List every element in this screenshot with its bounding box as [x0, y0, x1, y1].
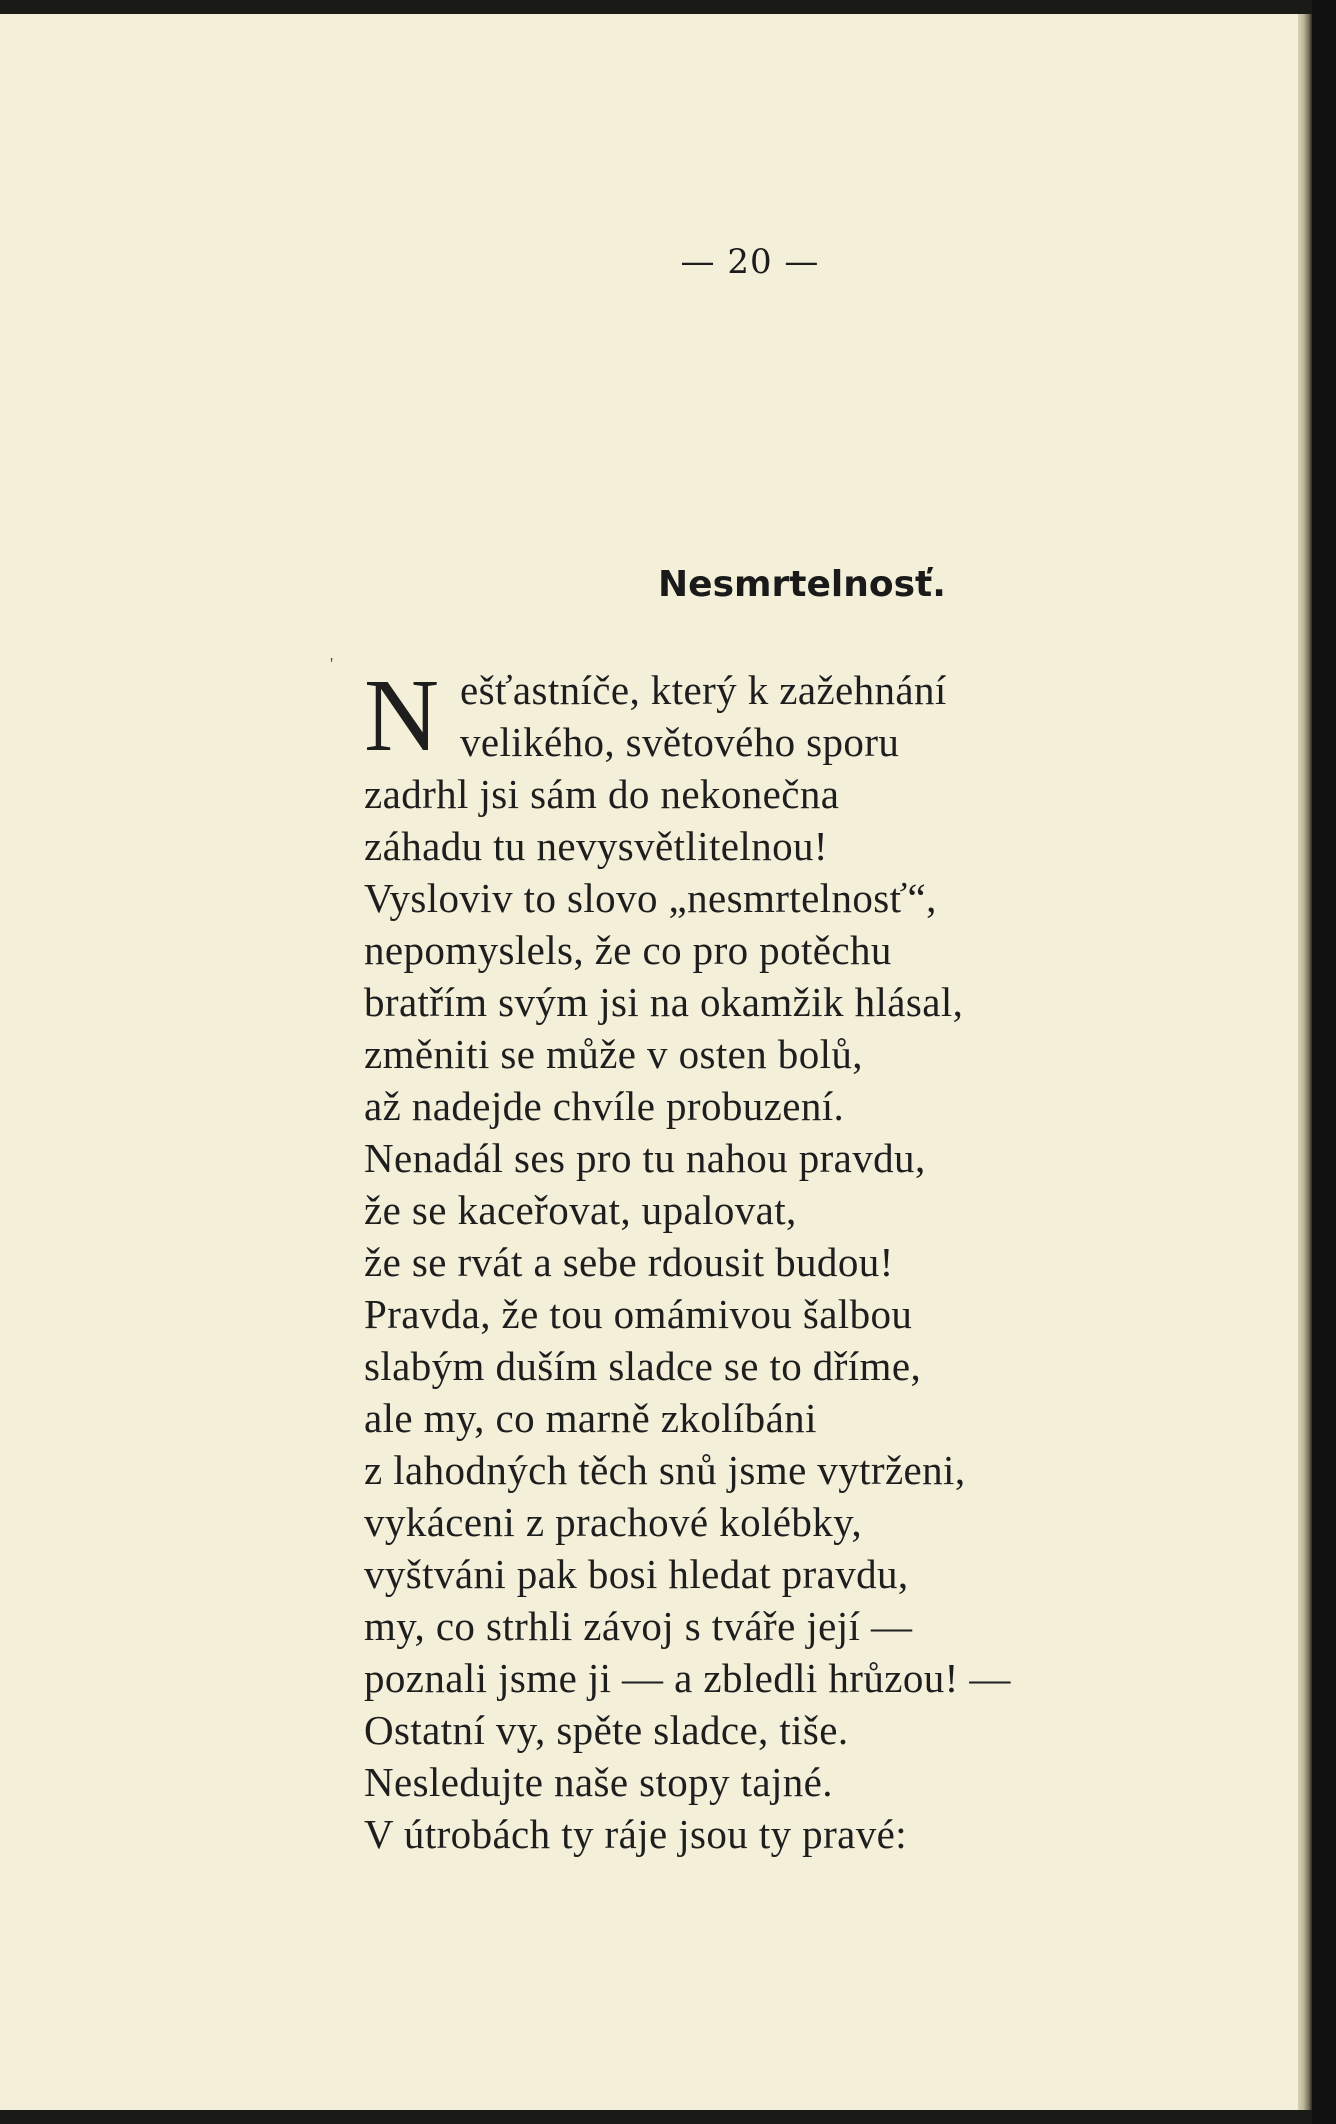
- poem-line: slabým duším sladce se to dříme,: [364, 1343, 922, 1389]
- poem-line: Pravda, že tou omámivou šalbou: [364, 1291, 913, 1337]
- poem-line: změniti se může v osten bolů,: [364, 1031, 863, 1077]
- poem-line: Vysloviv to slovo „nesmrtelnosť“,: [364, 875, 937, 921]
- poem-line-text: ešťastníče, který k zažehnání: [460, 667, 947, 713]
- poem-line: nepomyslels, že co pro potěchu: [364, 927, 892, 973]
- page-number: — 20 —: [680, 242, 820, 282]
- poem-line: vykáceni z prachové kolébky,: [364, 1499, 863, 1545]
- poem-line: až nadejde chvíle probuzení.: [364, 1083, 845, 1129]
- poem-line: že se kaceřovat, upalovat,: [364, 1187, 797, 1233]
- margin-mark: ': [330, 654, 334, 674]
- drop-cap: N: [364, 658, 440, 773]
- poem-line: záhadu tu nevysvětlitelnou!: [364, 823, 828, 869]
- poem-line: bratřím svým jsi na okamžik hlásal,: [364, 979, 964, 1025]
- poem-line: my, co strhli závoj s tváře její —: [364, 1603, 913, 1649]
- poem-line: poznali jsme ji — a zbledli hrůzou! —: [364, 1655, 1011, 1701]
- poem-line: Ostatní vy, spěte sladce, tiše.: [364, 1707, 849, 1753]
- poem-line: že se rvát a sebe rdousit budou!: [364, 1239, 894, 1285]
- poem-body: [364, 658, 1224, 1860]
- poem-line: V útrobách ty ráje jsou ty pravé:: [364, 1811, 908, 1857]
- page-edge: [1298, 14, 1312, 2110]
- poem-line-text: velikého, světového sporu: [460, 719, 900, 765]
- poem-line: ale my, co marně zkolíbáni: [364, 1395, 817, 1441]
- poem-line: z lahodných těch snů jsme vytrženi,: [364, 1447, 966, 1493]
- poem-title: Nesmrtelnosť.: [658, 564, 946, 605]
- poem-line: Nenadál ses pro tu nahou pravdu,: [364, 1135, 926, 1181]
- binding-shadow: [1312, 0, 1336, 2124]
- poem-line: [364, 716, 1224, 768]
- book-page: [0, 14, 1298, 2110]
- poem-line: vyštváni pak bosi hledat pravdu,: [364, 1551, 909, 1597]
- poem-line: zadrhl jsi sám do nekonečna: [364, 771, 840, 817]
- poem-line: Nesledujte naše stopy tajné.: [364, 1759, 833, 1805]
